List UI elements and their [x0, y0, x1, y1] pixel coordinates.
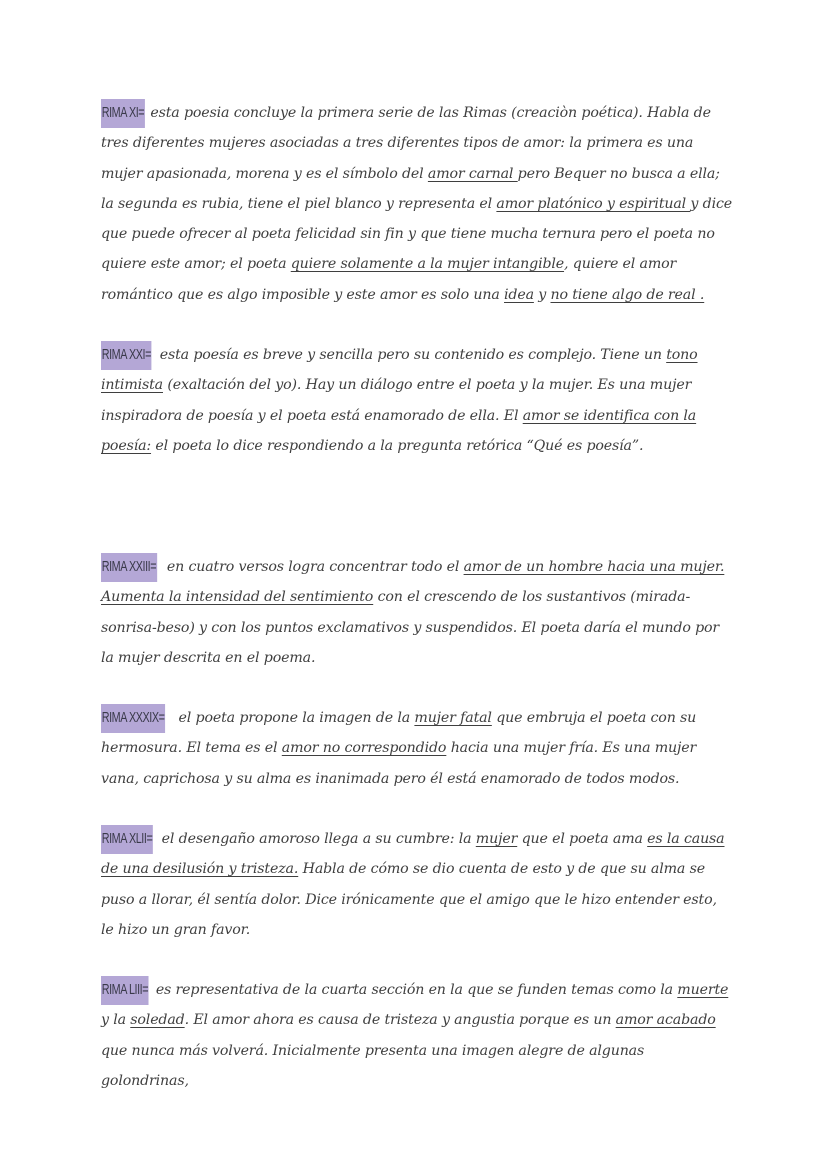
underlined-phrase: amor carnal	[427, 165, 518, 182]
underlined-phrase: no tiene algo de real .	[550, 286, 705, 303]
rima-label-highlight: RIMA LIII=	[101, 976, 149, 1005]
body-text: . El amor ahora es causa de tristeza y angustia porque es un	[184, 1012, 616, 1029]
body-text: en cuatro versos logra concentrar todo el	[162, 559, 464, 575]
body-text: esta poesia concluye la primera serie de las Rimas (creaciòn poética). Habla de tres diferentes mujeres asociadas a tres diferentes tipos de amor: la primera es una mujer apasionada, morena y es el símbolo del	[101, 105, 711, 182]
body-text: y	[533, 286, 551, 303]
body-text: (exaltación del yo). Hay un diálogo entre el poeta y la mujer. Es una mujer inspiradora de poesía y el poeta está enamorado de ella. El	[101, 377, 692, 424]
underlined-phrase: muerte	[677, 982, 729, 998]
paragraph-rima-xxi	[101, 340, 733, 461]
underlined-phrase: amor platónico y espiritual	[496, 195, 691, 212]
body-text: que el poeta ama	[517, 831, 648, 847]
body-text: esta poesía es breve y sencilla pero su contenido es complejo. Tiene un	[155, 347, 667, 363]
paragraph-rima-xxxix	[101, 703, 733, 794]
underlined-phrase: tono intimista	[101, 347, 698, 394]
paragraph-rima-xxiii	[101, 552, 733, 673]
underlined-phrase: es la causa de una desilusión y tristeza.	[101, 831, 725, 878]
underlined-phrase: amor acabado	[615, 1012, 716, 1029]
underlined-phrase: mujer fatal	[414, 710, 492, 726]
underlined-phrase: quiere solamente a la mujer intangible	[290, 256, 565, 273]
body-text: el poeta propone la imagen de la	[174, 710, 415, 726]
body-text: es representativa de la cuarta sección en la que se funden temas como la	[151, 982, 678, 998]
body-text: y dice que puede ofrecer al poeta felicidad sin fin y que tiene mucha ternura pero el poeta no quiere este amor; el poeta	[101, 195, 733, 273]
rima-label-highlight: RIMA XXXIX=	[101, 704, 165, 733]
body-text: , quiere el amor romántico que es algo imposible y este amor es solo una	[101, 256, 677, 303]
body-text: Habla de cómo se dio cuenta de esto y de que su alma se puso a llorar, él sentía dolor. Dice irónicamente que el amigo que le hizo entender esto, le hizo un gran favor.	[101, 861, 717, 938]
underlined-phrase: amor no correspondido	[281, 740, 447, 757]
body-text: y la	[101, 1012, 131, 1029]
rima-label-highlight: RIMA XXIII=	[101, 553, 157, 582]
rima-label-highlight: RIMA XXI=	[101, 341, 152, 370]
paragraph-rima-xi	[101, 98, 733, 310]
underlined-phrase: amor se identifica con la poesía:	[101, 407, 697, 454]
body-text: que nunca más volverá. Inicialmente presenta una imagen alegre de algunas golondrinas,	[101, 1042, 645, 1089]
underlined-phrase: soledad	[130, 1012, 185, 1029]
rima-label-highlight: RIMA XLII=	[101, 825, 153, 854]
body-text: el desengaño amoroso llega a su cumbre: la	[157, 831, 476, 847]
paragraph-rima-liii	[101, 975, 733, 1096]
body-text: pero Bequer no busca a ella; la segunda es rubia, tiene el piel blanco y representa el	[101, 165, 720, 212]
body-text: que embruja el poeta con su hermosura. El tema es el	[101, 710, 697, 757]
body-text: hacia una mujer fría. Es una mujer vana, caprichosa y su alma es inanimada pero él está enamorado de todos modos.	[101, 740, 697, 787]
paragraph-rima-xlii	[101, 824, 733, 945]
underlined-phrase: mujer	[475, 831, 518, 847]
underlined-phrase: amor de un hombre hacia una mujer. Aumenta la intensidad del sentimiento	[101, 559, 725, 606]
body-text: con el crescendo de los sustantivos (mirada-sonrisa-beso) y con los puntos exclamativos y suspendidos. El poeta daría el mundo por la mujer descrita en el poema.	[101, 589, 720, 666]
underlined-phrase: idea	[504, 286, 534, 303]
rima-label-highlight: RIMA XI=	[101, 99, 145, 128]
body-text: el poeta lo dice respondiendo a la pregunta retórica “Qué es poesía”.	[151, 437, 644, 454]
